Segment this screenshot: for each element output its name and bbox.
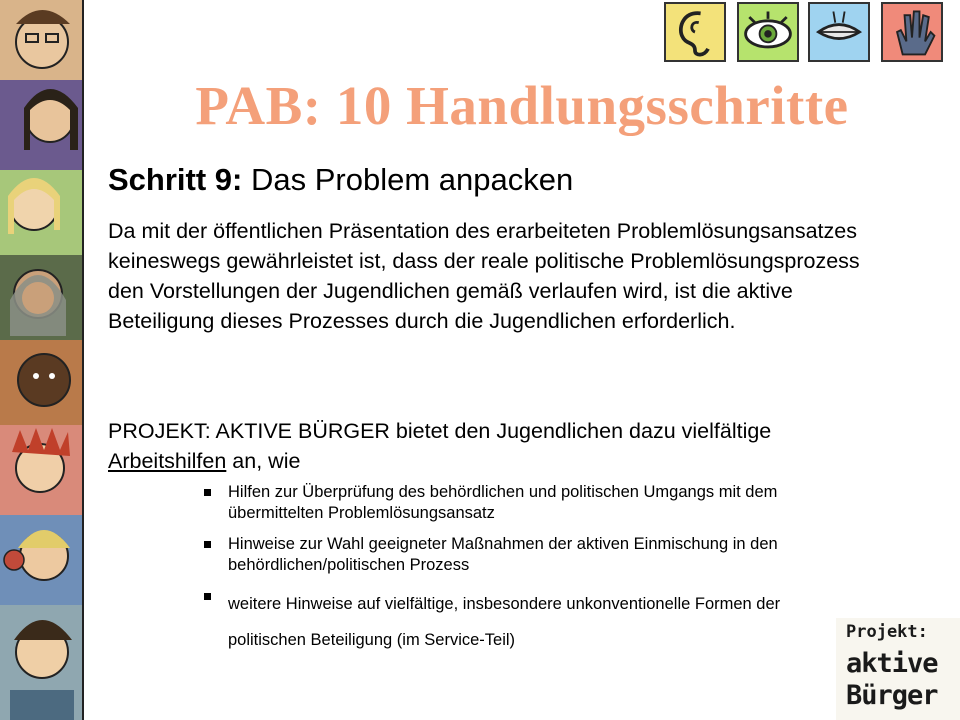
face-6-icon	[0, 425, 84, 515]
face-1-icon	[0, 0, 84, 80]
face-8-icon	[0, 605, 84, 720]
comic-people-strip	[0, 0, 84, 720]
list-item: Hilfen zur Überprüfung des behördlichen und politischen Umgangs mit dem übermittelten Problemlösungsansatz	[200, 482, 850, 524]
face-5-icon	[0, 340, 84, 425]
ear-icon	[664, 2, 726, 62]
step-heading	[108, 162, 573, 198]
face-4-icon	[0, 255, 84, 340]
bullet-list	[200, 482, 850, 668]
logo-line-3: Bürger	[846, 680, 938, 711]
mouth-icon	[808, 2, 870, 62]
offer-text-prefix: PROJEKT: AKTIVE BÜRGER bietet den Jugendlichen dazu vielfältige	[108, 419, 772, 443]
list-item: Hinweise zur Wahl geeigneter Maßnahmen der aktiven Einmischung in den behördlichen/politischen Prozess	[200, 534, 850, 576]
slide-title: PAB: 10 Handlungsschritte	[195, 75, 849, 136]
eye-icon	[737, 2, 799, 62]
projekt-aktive-buerger-logo	[836, 618, 960, 720]
step-label: Schritt 9:	[108, 162, 243, 197]
arbeitshilfen-link[interactable]: Arbeitshilfen	[108, 449, 227, 473]
paragraph-intro: Da mit der öffentlichen Präsentation des erarbeiteten Problemlösungsansatzes keineswegs gewährleistet ist, dass der reale politische Problemlösungsprozess den Vorstellungen der Jugendlichen gemäß verlaufen wird, ist die aktive Beteiligung dieses Prozesses durch die Jugendlichen erforderlich.	[108, 219, 860, 333]
logo-line-2: aktive	[846, 648, 938, 679]
face-3-icon	[0, 170, 84, 255]
step-title: Das Problem anpacken	[242, 162, 574, 197]
offer-text-suffix: an, wie	[226, 449, 301, 473]
logo-line-1: Projekt:	[846, 622, 928, 642]
list-item: weitere Hinweise auf vielfältige, insbesondere unkonventionelle Formen der politischen Beteiligung (im Service-Teil)	[200, 586, 850, 658]
face-2-icon	[0, 80, 84, 170]
paragraph-offer	[108, 416, 868, 476]
hand-icon	[881, 2, 943, 62]
face-7-icon	[0, 515, 84, 605]
